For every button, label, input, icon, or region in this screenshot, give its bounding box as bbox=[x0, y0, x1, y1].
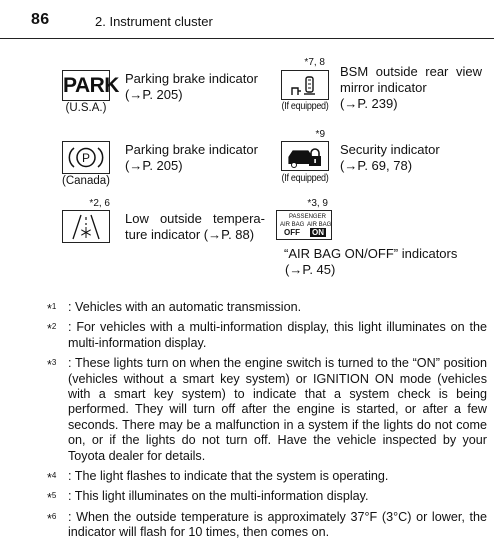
airbag-on-state: ON bbox=[312, 228, 324, 237]
footnote-6-text: : When the outside temperature is approximately 37°F (3°C) or lower, the indicator will flash for 10 times, then comes on. bbox=[68, 509, 487, 540]
footnote-6: *$^6$ : When the outside temperature is approximately 37°F (3°C) or lower, the indicator will flash for 10 times, then comes on. bbox=[47, 509, 487, 540]
footnote-2-text: : For vehicles with a multi-information display, this light illuminates on the multi-information display. bbox=[68, 320, 487, 350]
low-temp-description bbox=[125, 211, 265, 243]
bsm-description bbox=[340, 64, 482, 112]
park-usa-title: Parking brake indicator bbox=[125, 71, 258, 86]
park-usa-caption: (U.S.A.) bbox=[65, 102, 107, 114]
park-icon-text: PARK bbox=[63, 74, 119, 97]
airbag-description bbox=[284, 246, 484, 278]
footnote-2: *$^2$ : For vehicles with a multi-information display, this light illuminates on the multi-information display. bbox=[47, 320, 487, 350]
low-temp-note: *2, 6 bbox=[89, 198, 110, 209]
page-header bbox=[0, 0, 494, 39]
footnote-4-text: : The light flashes to indicate that the system is operating. bbox=[68, 469, 389, 484]
low-temp-icon bbox=[62, 210, 110, 243]
park-canada-title: Parking brake indicator bbox=[125, 142, 258, 157]
page-number: 86 bbox=[31, 11, 50, 28]
bsm-line-2: mirror indicator bbox=[340, 80, 427, 95]
footnote-5-text: : This light illuminates on the multi-information display. bbox=[68, 489, 369, 504]
car-blind-spot-icon bbox=[282, 71, 328, 99]
bsm-note: *7, 8 bbox=[304, 57, 325, 68]
bsm-line-1: BSM outside rear view bbox=[340, 64, 482, 79]
security-ref: (→P. 69, 78) bbox=[340, 158, 413, 173]
park-usa-ref: (→P. 205) bbox=[125, 87, 183, 102]
footnote-4: *$^4$ : The light flashes to indicate that the system is operating. bbox=[47, 469, 389, 486]
security-note: *9 bbox=[315, 129, 325, 140]
airbag-right-label: AIR BAG bbox=[307, 222, 332, 228]
security-icon bbox=[281, 141, 329, 171]
airbag-note: *3, 9 bbox=[307, 198, 328, 209]
footnote-5: *$^5$ : This light illuminates on the multi-information display. bbox=[47, 489, 369, 506]
road-snowflake-icon bbox=[63, 211, 109, 242]
bsm-caption: (If equipped) bbox=[281, 101, 329, 112]
footnote-3: *$^3$ : These lights turn on when the engine switch is turned to the “ON” position (vehicles without a smart key system) or IGNITION ON mode (vehicles with a smart key system) to indicate that a system check is being performed. They will turn off after the engine is started, or after a few seconds. There may be a malfunction in a system if the lights do not come on, or if the lights do not turn off. Have the vehicle inspected by your Toyota dealer for details. bbox=[47, 356, 487, 463]
footnote-3-text: : These lights turn on when the engine switch is turned to the “ON” position (vehicles without a smart key system) or IGNITION ON mode (vehicles with a smart key system) to indicate that a system check is being performed. They will turn off after the engine is started, or after a few seconds. There may be a malfunction in a system if the lights do not come on, or if the lights do not turn off. Have the vehicle inspected by your Toyota dealer for details. bbox=[68, 356, 487, 463]
low-temp-line-2: ture indicator (→P. 88) bbox=[125, 227, 255, 242]
footnote-1: *$^1$ : Vehicles with an automatic transmission. bbox=[47, 300, 302, 316]
park-canada-ref: (→P. 205) bbox=[125, 158, 183, 173]
footnote-1-text: : Vehicles with an automatic transmission. bbox=[68, 300, 302, 314]
park-canada-caption: (Canada) bbox=[62, 175, 110, 187]
airbag-left-label: AIR BAG bbox=[280, 222, 305, 228]
park-usa-icon bbox=[62, 70, 119, 101]
park-canada-description bbox=[125, 142, 265, 174]
security-description bbox=[340, 142, 482, 174]
bsm-icon bbox=[281, 70, 329, 100]
low-temp-line-1: Low outside tempera- bbox=[125, 211, 265, 226]
section-title: 2. Instrument cluster bbox=[95, 14, 213, 29]
airbag-title: “AIR BAG ON/OFF” indicators bbox=[284, 246, 458, 261]
svg-text:P: P bbox=[81, 151, 91, 165]
car-lock-icon bbox=[282, 142, 328, 170]
airbag-off-state: OFF bbox=[284, 228, 300, 237]
airbag-icon bbox=[276, 210, 332, 240]
airbag-passenger-label: PASSENGER bbox=[289, 214, 326, 220]
security-caption: (If equipped) bbox=[281, 173, 329, 184]
airbag-ref: (→P. 45) bbox=[285, 262, 336, 277]
park-canada-icon bbox=[62, 141, 110, 174]
security-title: Security indicator bbox=[340, 142, 440, 157]
park-usa-description bbox=[125, 71, 265, 103]
footnotes bbox=[47, 300, 487, 546]
bsm-ref: (→P. 239) bbox=[340, 96, 398, 111]
circle-p-icon bbox=[63, 142, 109, 173]
